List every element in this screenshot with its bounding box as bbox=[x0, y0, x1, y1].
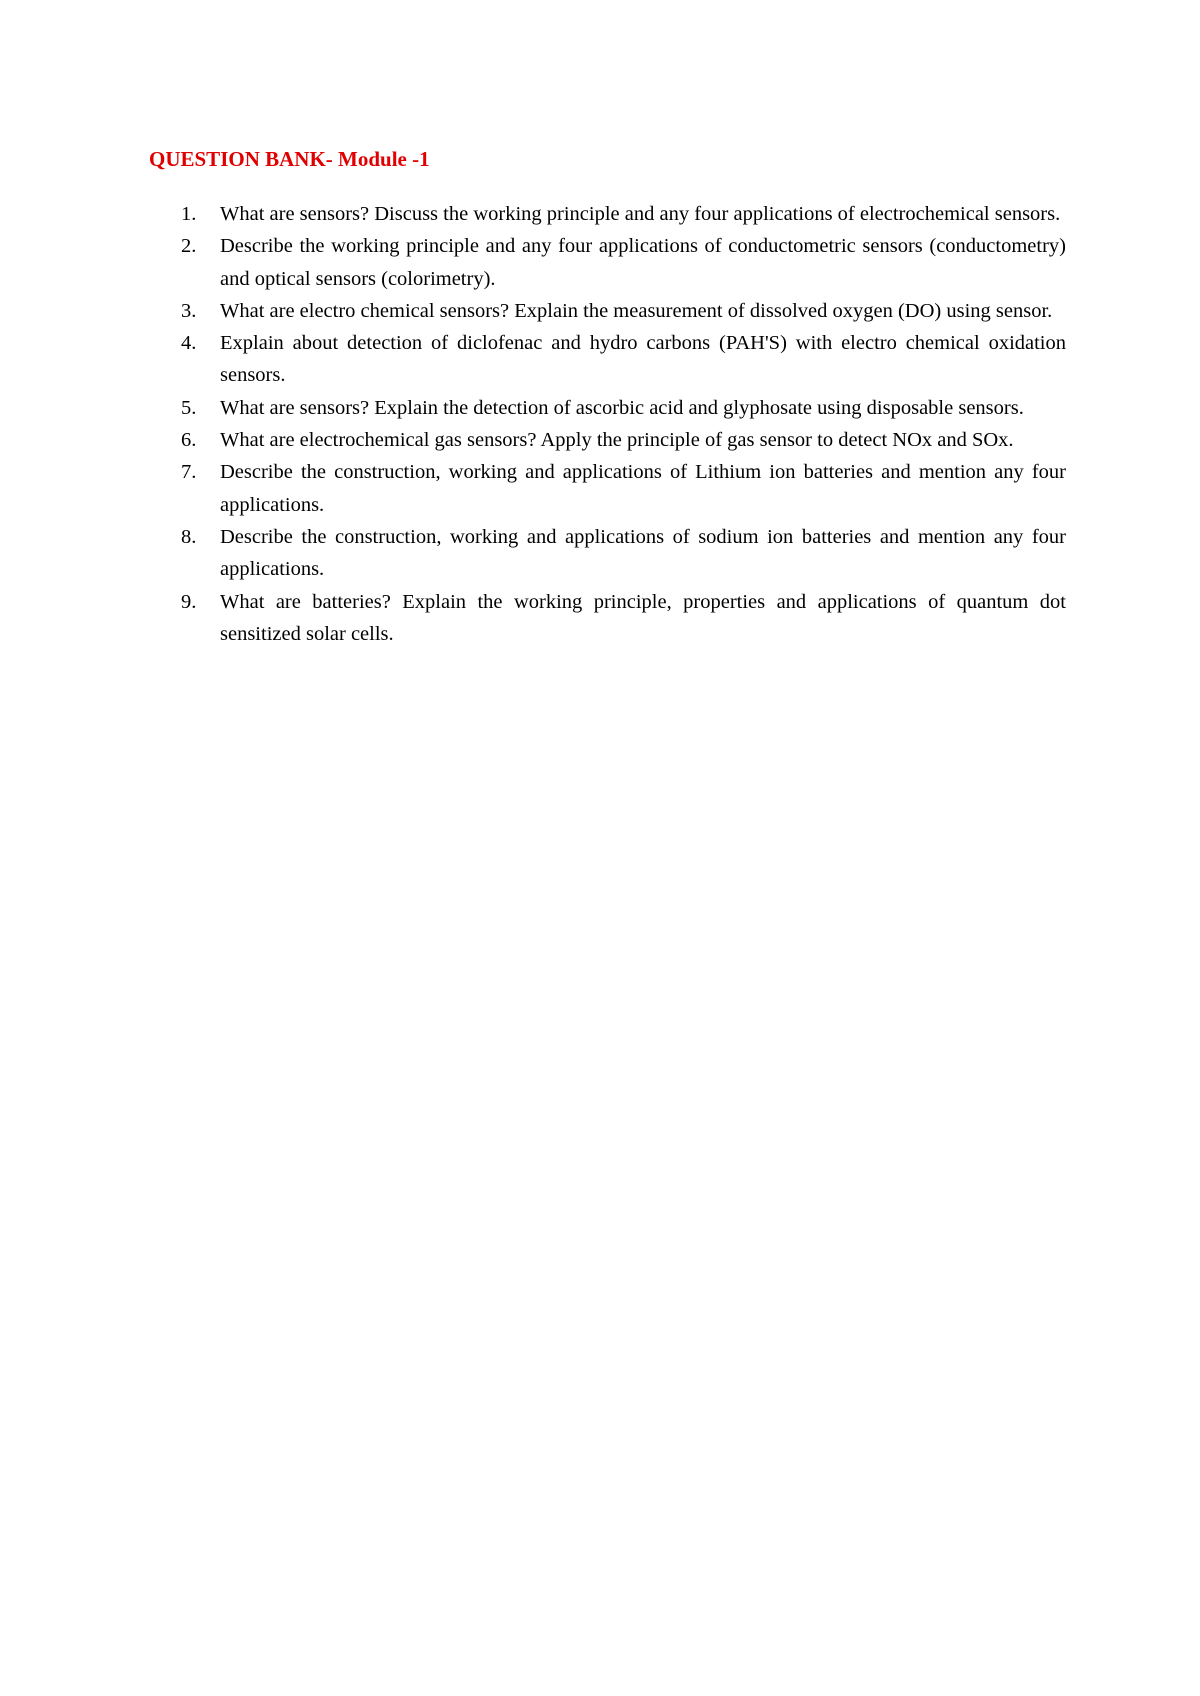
question-number: 6. bbox=[181, 429, 197, 452]
question-item bbox=[0, 424, 1200, 456]
question-text: What are batteries? Explain the working principle, properties and applications of quantum dot sensitized solar cells. bbox=[220, 590, 1066, 645]
question-item bbox=[0, 392, 1200, 424]
question-text: Describe the construction, working and applications of sodium ion batteries and mention any four applications. bbox=[220, 525, 1066, 581]
question-text: What are electrochemical gas sensors? Apply the principle of gas sensor to detect NOx and SOx. bbox=[220, 429, 1014, 452]
question-number: 8. bbox=[181, 525, 197, 548]
question-number: 7. bbox=[181, 461, 197, 484]
question-item bbox=[0, 198, 1200, 230]
question-number: 4. bbox=[181, 332, 197, 355]
question-number: 2. bbox=[181, 235, 197, 258]
question-text: What are sensors? Explain the detection of ascorbic acid and glyphosate using disposable sensors. bbox=[220, 396, 1024, 419]
question-text: Describe the construction, working and applications of Lithium ion batteries and mention any four applications. bbox=[220, 461, 1066, 516]
question-text: What are sensors? Discuss the working principle and any four applications of electrochemical sensors. bbox=[220, 203, 1061, 225]
question-text: Explain about detection of diclofenac and hydro carbons (PAH'S) with electro chemical oxidation sensors. bbox=[220, 332, 1066, 387]
question-list bbox=[0, 198, 1200, 650]
question-number: 1. bbox=[181, 203, 197, 225]
page-title: QUESTION BANK- Module -1 bbox=[149, 147, 430, 171]
question-item bbox=[0, 521, 1200, 586]
question-item bbox=[0, 230, 1200, 295]
question-item bbox=[0, 586, 1200, 651]
question-number: 3. bbox=[181, 299, 197, 322]
question-item bbox=[0, 295, 1200, 327]
question-item bbox=[0, 456, 1200, 521]
question-text: Describe the working principle and any four applications of conductometric sensors (conductometry) and optical sensors (colorimetry). bbox=[220, 235, 1066, 290]
question-number: 5. bbox=[181, 396, 197, 419]
question-item bbox=[0, 327, 1200, 392]
question-number: 9. bbox=[181, 590, 197, 613]
question-text: What are electro chemical sensors? Explain the measurement of dissolved oxygen (DO) using sensor. bbox=[220, 299, 1053, 322]
